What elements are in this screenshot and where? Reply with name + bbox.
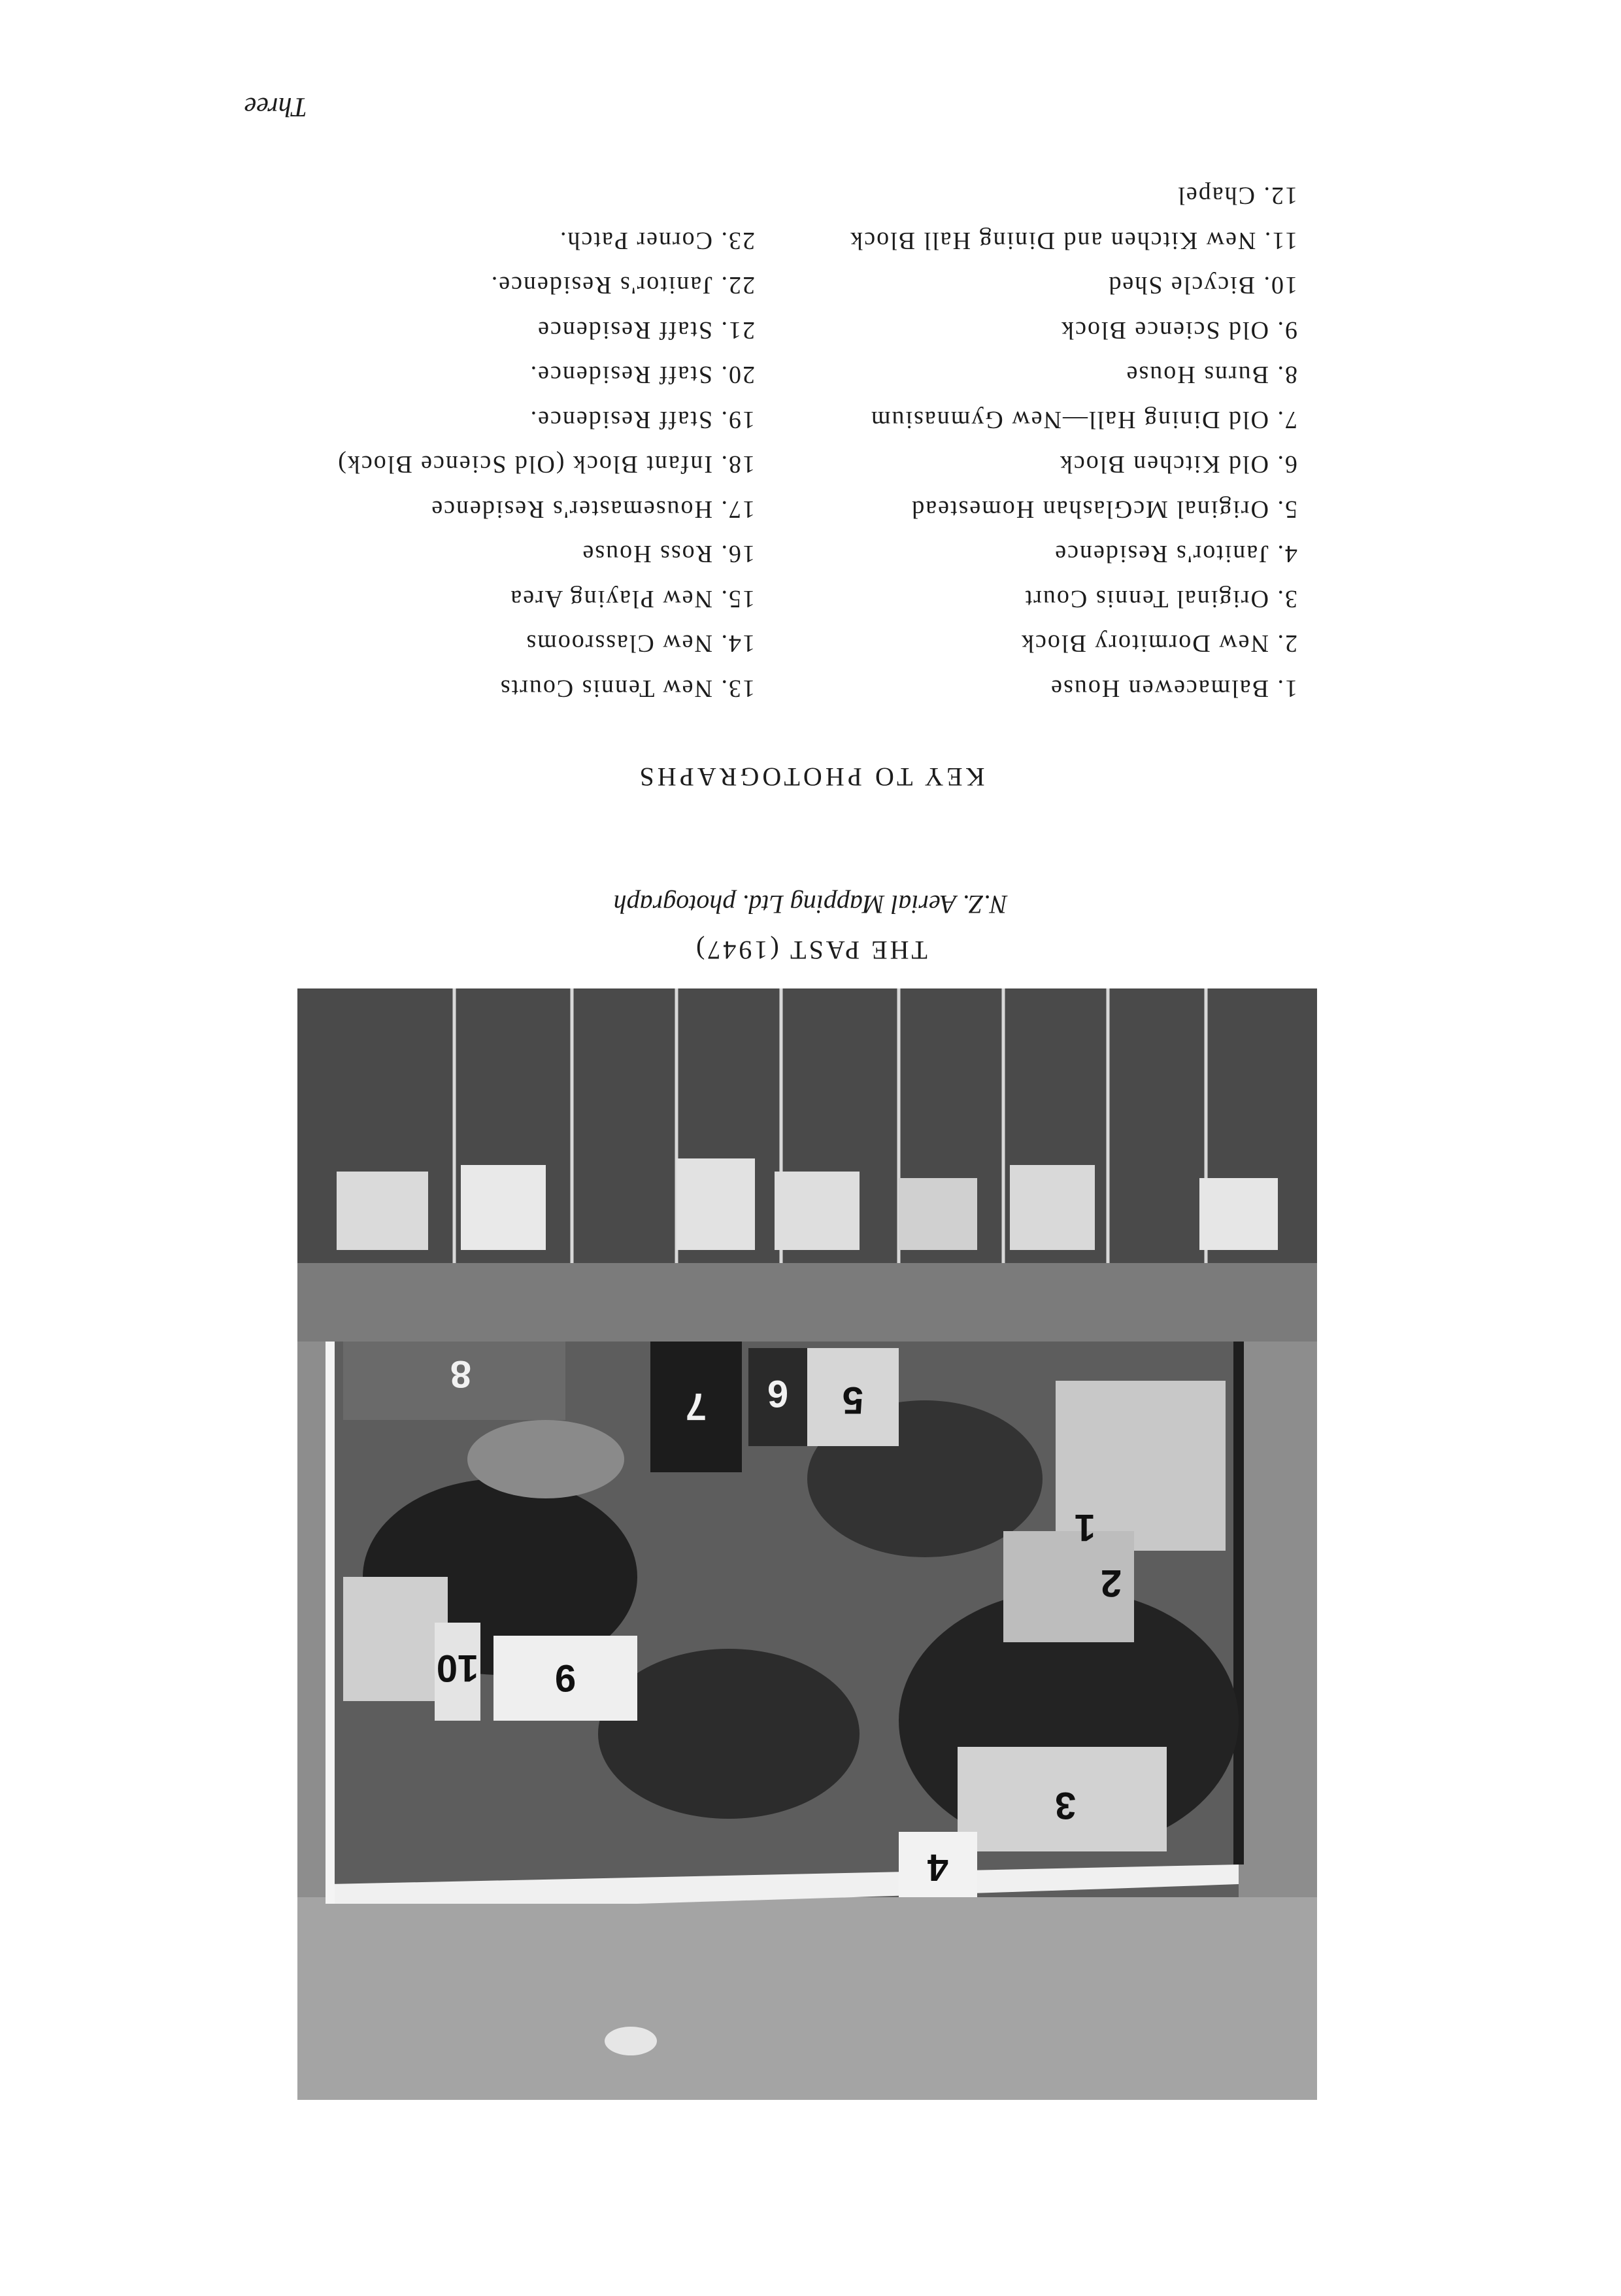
playing-field (297, 1897, 1317, 2100)
key-item: 14. New Classrooms (525, 630, 755, 658)
key-item: 23. Corner Patch. (559, 227, 755, 254)
key-item: 2. New Dormitory Block (1020, 630, 1297, 658)
photo-credit: N.Z. Aerial Mapping Ltd. photograph (613, 890, 1008, 919)
field-patch (605, 2027, 657, 2055)
house (899, 1178, 977, 1250)
key-item: 5. Original McGlashan Homestead (911, 496, 1297, 523)
house (1199, 1178, 1278, 1250)
key-item: 4. Janitor's Residence (1054, 540, 1297, 568)
key-item: 13. New Tennis Courts (499, 675, 755, 702)
key-item: 8. Burns House (1125, 361, 1297, 389)
key-item: 6. Old Kitchen Block (1058, 450, 1297, 479)
photo-label-10: 10 (436, 1647, 479, 1689)
key-item: 11. New Kitchen and Dining Hall Block (849, 227, 1297, 254)
key-item: 9. Old Science Block (1060, 316, 1297, 344)
key-item: 17. Housemaster's Residence (430, 496, 755, 523)
key-heading: KEY TO PHOTOGRAPHS (636, 762, 985, 792)
drive-loop (467, 1420, 624, 1498)
key-item: 1. Balmacewen House (1050, 675, 1297, 702)
key-item: 10. Bicycle Shed (1107, 271, 1297, 299)
key-item: 20. Staff Residence. (529, 361, 755, 389)
aerial-photo-drawing (297, 988, 1317, 2100)
house (461, 1165, 546, 1250)
house (337, 1172, 428, 1250)
key-item: 15. New Playing Area (509, 585, 755, 613)
key-item: 19. Staff Residence. (529, 406, 755, 433)
key-item: 21. Staff Residence (537, 316, 755, 344)
key-item: 3. Original Tennis Court (1024, 585, 1297, 613)
key-right-column (337, 218, 755, 711)
key-item: 22. Janitor's Residence. (490, 271, 755, 299)
aerial-photograph (297, 988, 1317, 2100)
photo-label-5: 5 (842, 1379, 864, 1421)
photo-label-2: 2 (1100, 1562, 1122, 1604)
photo-caption-title: THE PAST (1947) (694, 936, 927, 965)
photo-label-1: 1 (1074, 1506, 1096, 1549)
photo-label-7: 7 (685, 1385, 707, 1428)
key-item: 16. Ross House (581, 540, 755, 568)
key-item: 12. Chapel (1177, 182, 1297, 210)
key-left-column (849, 173, 1297, 711)
photo-label-6: 6 (767, 1372, 789, 1415)
house (775, 1172, 860, 1250)
house (1010, 1165, 1095, 1250)
key-item: 7. Old Dining Hall—New Gymnasium (869, 406, 1297, 433)
street (297, 1263, 1317, 1342)
page-number: Three (244, 92, 307, 122)
photo-label-3: 3 (1054, 1784, 1077, 1827)
photo-label-9: 9 (554, 1657, 577, 1699)
house (677, 1158, 755, 1250)
key-item: 18. Infant Block (Old Science Block) (337, 450, 755, 479)
shed-yard (343, 1577, 448, 1701)
photo-label-4: 4 (927, 1846, 949, 1889)
photo-label-8: 8 (450, 1353, 472, 1395)
